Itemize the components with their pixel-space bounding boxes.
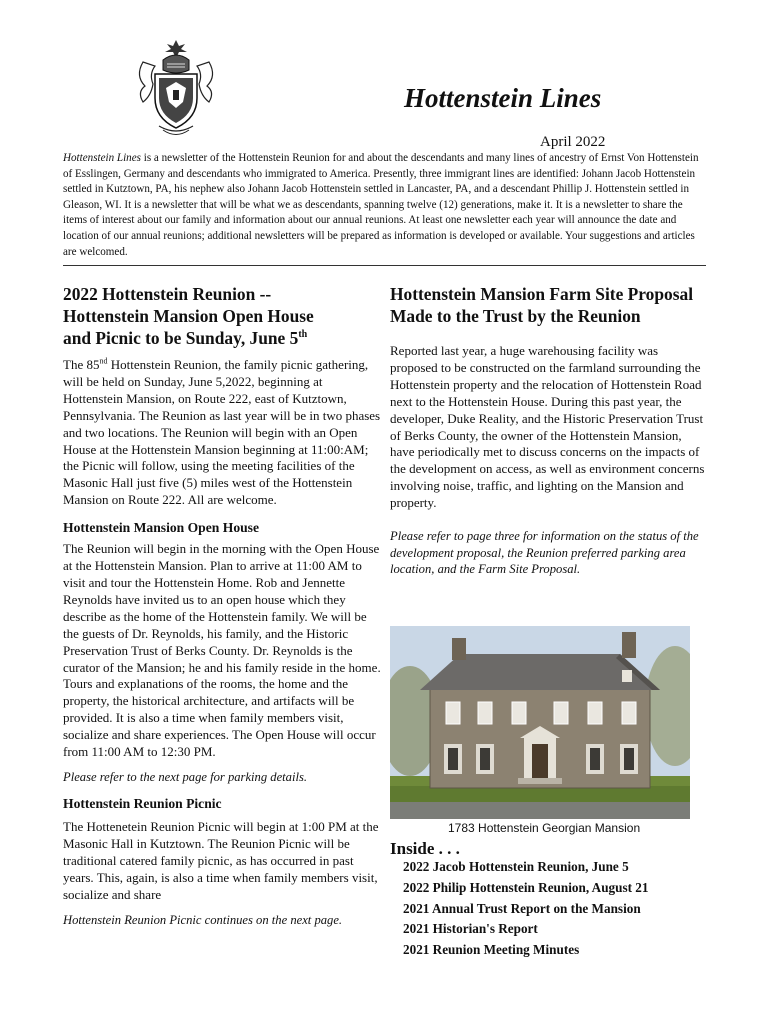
intro-paragraph [63,151,709,260]
intro-text: is a newsletter of the Hottenstein Reunion for and about the descendants and many lines of ancestry of Ernst Von Hottenstein of Esslingen, Germany and descendants who immigrated to America. Presently, three immigrant lines are identified: Johann Jacob Hottenstein settled in Kutztown, PA, his nephew also Johann Jacob Hottenstein settled in Lancaster, PA, and a descendant Phillip J. Hottenstein settled in Gleason, WI. It is a newsletter that will be what we as descendants, spanning twelve (12) generations, make it. It is a newsletter to share the items of interest about our family and information about our annual reunions. At least one newsletter each year will announce the date and location of our annual reunions; additional newsletters will be prepared as information is developed or available. Your suggestions and articles are welcomed. [63,152,699,258]
reunion-heading-line1: 2022 Hottenstein Reunion -- [63,284,272,304]
picnic-body: The Hottenetein Reunion Picnic will begin at 1:00 PM at the Masonic Hall in Kutztown. The Reunion Picnic will be traditional catered family picnic, as has occurred in past years. This, again, is also a time when family members visit, socialize and share [63,819,379,903]
inside-item: 2021 Historian's Report [403,921,538,937]
inside-heading: Inside . . . [390,839,460,858]
reunion-body-sup: nd [99,356,108,366]
picnic-heading: Hottenstein Reunion Picnic [63,796,222,812]
open-house-body: The Reunion will begin in the morning with the Open House at the Hottenstein Mansion. Plan to arrive at 11:00 AM to visit and tour the Hottenstein Home. Rob and Jennette Reynolds have invited us to an open house which they describe as the home of the Hottenstein family. We will be the guests of Dr. Reynolds, his family, and the Historic Preservation Trust of Berks County. Dr. Reynolds is the curator of the Mansion; he and his family reside in the home. Tours and explanations of the rooms, the home and the property, the historical architecture, and artifacts will be provided. It is also a time when family members visit, socialize and share experiences. The Open House will occur from 11:00 AM to 12:30 PM. [63,541,381,760]
crest-icon [133,36,219,140]
proposal-heading-line2: Made to the Trust by the Reunion [390,306,641,326]
header-divider [63,265,706,266]
issue-date: April 2022 [540,134,606,150]
reunion-body [63,357,381,509]
picnic-note: Hottenstein Reunion Picnic continues on the next page. [63,912,343,927]
reunion-heading-line2: Hottenstein Mansion Open House [63,306,314,326]
inside-item: 2021 Reunion Meeting Minutes [403,942,580,958]
inside-list [403,857,648,961]
mansion-photo [390,626,690,819]
proposal-body: Reported last year, a huge warehousing facility was proposed to be constructed on the farmland surrounding the Hottenstein property and the relocation of Hottenstein Road next to the Hottenstein House. During this past year, the developer, Duke Reality, and the Historic Preservation Trust of Berks County, the owner of the Hottenstein Mansion, have periodically met to discuss concerns on the impacts of the development on access, as well as environment concerns involving noise, traffic, and lighting on the Mansion and property. [390,343,705,511]
reunion-heading-sup: th [298,329,308,341]
proposal-note: Please refer to page three for information on the status of the development proposal, the Reunion preferred parking area location, and the Farm Site Proposal. [390,529,699,577]
open-house-note: Please refer to the next page for parking details. [63,769,308,784]
mansion-image [390,626,690,819]
left-column [63,283,381,928]
proposal-heading [390,283,708,327]
inside-item: 2021 Annual Trust Report on the Mansion [403,900,641,916]
proposal-heading-line1: Hottenstein Mansion Farm Site Proposal [390,284,694,304]
reunion-body-post: Hottenstein Reunion, the family picnic gathering, will be held on Sunday, June 5,2022, beginning at Hottenstein Mansion, on Route 222, east of Kutztown, Pennsylvania. The Reunion as last year will be in two phases and two locations. The Reunion will begin with an Open House at the Hottenstein Mansion beginning at 11:00:AM; the Picnic will follow, using the meeting facilities of the Masonic Hall just five (5) miles west of the Hottenstein Mansion on Route 222. All are welcome. [63,357,381,508]
inside-item: 2022 Philip Hottenstein Reunion, August 21 [403,879,649,895]
reunion-heading [63,283,381,349]
intro-newsletter-name: Hottenstein Lines [63,152,141,164]
reunion-heading-line3: and Picnic to be Sunday, June 5 [63,328,299,348]
open-house-heading: Hottenstein Mansion Open House [63,520,259,536]
inside-item: 2022 Jacob Hottenstein Reunion, June 5 [403,859,629,874]
photo-caption: 1783 Hottenstein Georgian Mansion [448,821,641,835]
reunion-body-pre: The 85 [63,357,100,372]
right-column [390,283,708,578]
family-crest-logo [133,36,219,140]
newsletter-title: Hottenstein Lines [404,83,602,113]
